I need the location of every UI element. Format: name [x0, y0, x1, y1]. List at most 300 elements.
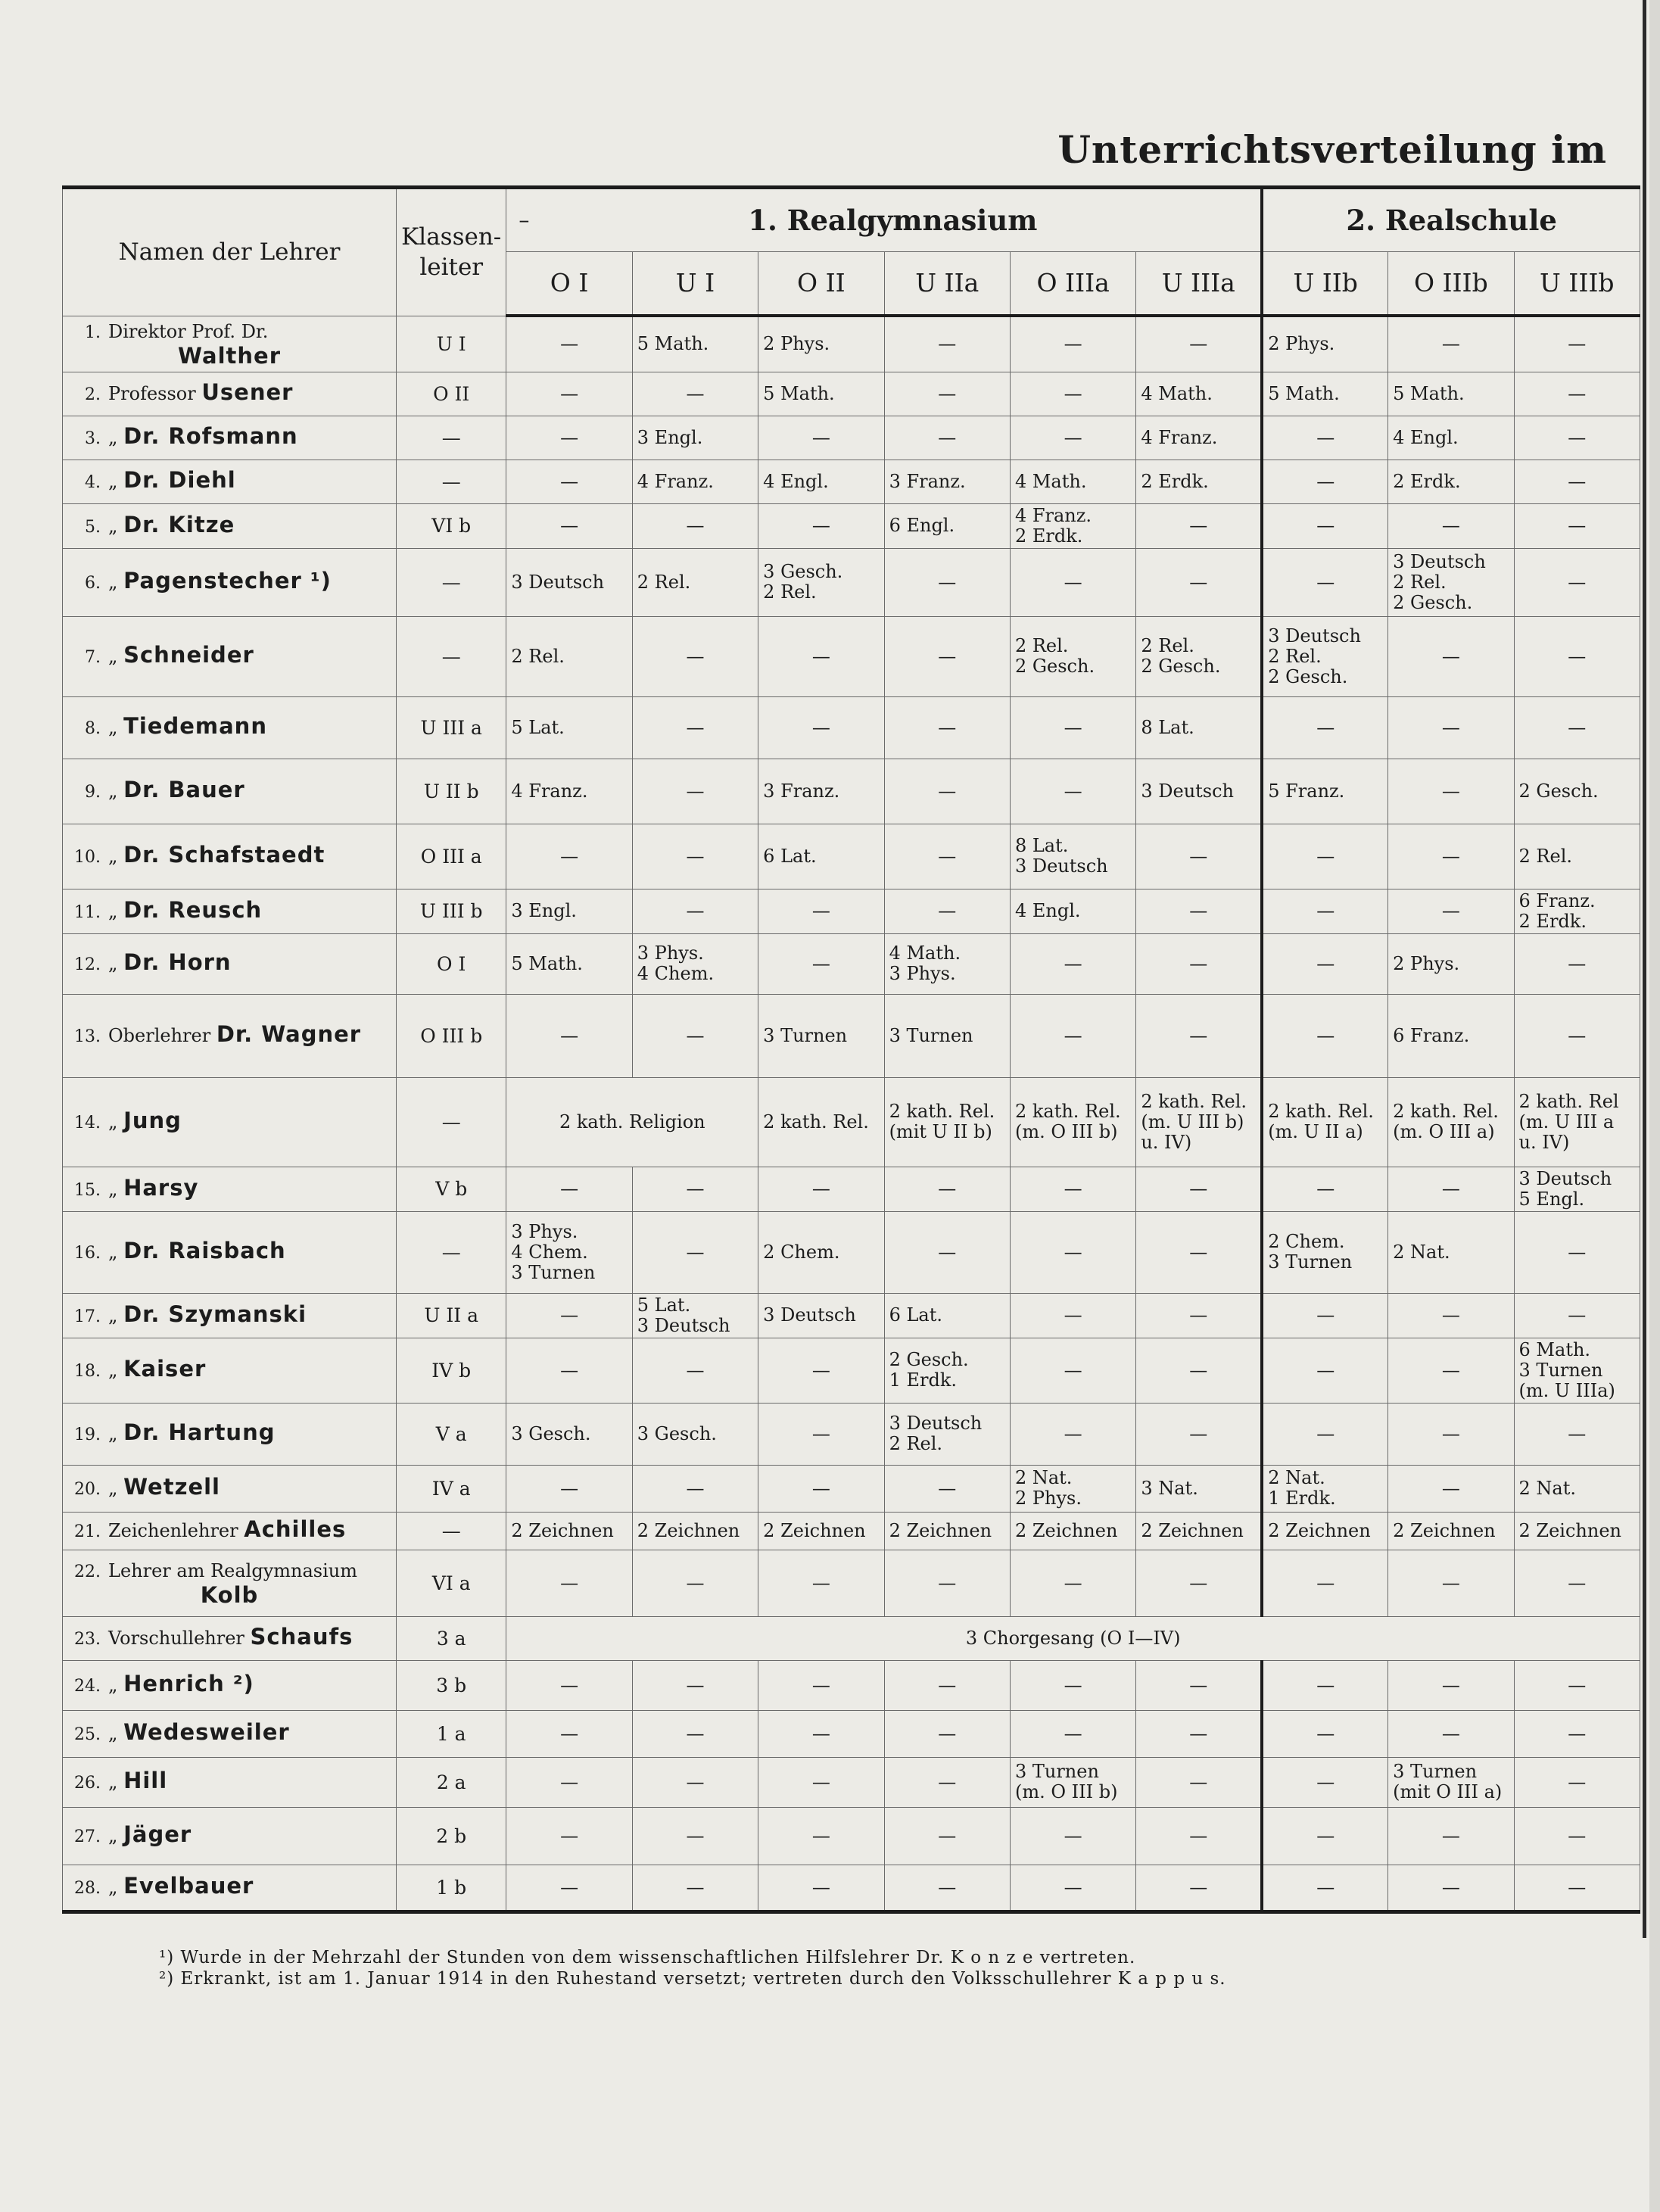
teacher-title: „ — [108, 1242, 118, 1263]
subject-cell: — — [884, 1807, 1010, 1865]
row-number: 9. — [85, 783, 101, 802]
teacher-name: Dr. Schafstaedt — [123, 842, 325, 868]
subject-cell: — — [884, 759, 1010, 824]
row-number: 19. — [74, 1425, 101, 1444]
subject-cell: — — [1136, 994, 1262, 1077]
subject-cell: — — [1262, 1338, 1387, 1403]
class-header: O IIIa — [1010, 252, 1135, 316]
row-number: 1. — [85, 323, 101, 342]
subject-cell: — — [632, 824, 758, 889]
subject-cell: — — [884, 1211, 1010, 1293]
teacher-name: Henrich ²) — [123, 1671, 254, 1696]
teacher-name-cell — [63, 416, 397, 460]
teacher-name-cell — [63, 824, 397, 889]
row-number: 17. — [74, 1307, 101, 1326]
table-row — [63, 759, 1640, 824]
subject-cell: 4 Franz. 2 Erdk. — [1010, 503, 1135, 548]
teacher-title: „ — [108, 1304, 118, 1326]
teacher-name-cell — [63, 1403, 397, 1465]
klassenleiter-cell: — — [397, 1077, 506, 1167]
subject-cell: — — [758, 1403, 884, 1465]
subject-cell: 8 Lat. — [1136, 696, 1262, 759]
header-klassenleiter: Klassen- leiter — [397, 188, 506, 316]
subject-cell: — — [506, 1465, 632, 1512]
subject-cell: — — [506, 460, 632, 503]
subject-cell: 2 Phys. — [1388, 933, 1514, 994]
page-title: Unterrichtsverteilung im — [1057, 127, 1607, 172]
subject-cell: — — [758, 889, 884, 933]
table-row — [63, 824, 1640, 889]
subject-cell: — — [758, 1338, 884, 1403]
subject-cell: 2 Zeichnen — [1514, 1512, 1640, 1550]
subject-cell: 2 Erdk. — [1388, 460, 1514, 503]
subject-cell: — — [1514, 1807, 1640, 1865]
subject-cell: — — [1010, 1338, 1135, 1403]
subject-cell: — — [1514, 933, 1640, 994]
teacher-title: Direktor Prof. Dr. — [108, 321, 269, 342]
row-number: 20. — [74, 1480, 101, 1499]
table-row — [63, 1077, 1640, 1167]
subject-cell: — — [632, 889, 758, 933]
subject-cell: — — [1514, 1550, 1640, 1616]
subject-cell: — — [1388, 824, 1514, 889]
subject-cell: 6 Engl. — [884, 503, 1010, 548]
teacher-name-cell — [63, 1338, 397, 1403]
subject-cell: — — [758, 1660, 884, 1710]
subject-cell: 2 kath. Rel. — [758, 1077, 884, 1167]
teacher-title: „ — [108, 1675, 118, 1696]
subject-cell: — — [1010, 1660, 1135, 1710]
row-number: 8. — [85, 719, 101, 738]
klassenleiter-cell: — — [397, 548, 506, 616]
subject-cell: 2 Chem. — [758, 1211, 884, 1293]
teacher-name: Dr. Wagner — [216, 1021, 362, 1047]
klassenleiter-cell: O I — [397, 933, 506, 994]
subject-cell: 2 kath. Rel. (m. U II a) — [1262, 1077, 1387, 1167]
subject-cell: — — [1262, 1757, 1387, 1807]
subject-cell: — — [632, 1865, 758, 1911]
subject-cell: — — [1262, 503, 1387, 548]
teacher-name-cell — [63, 503, 397, 548]
subject-cell: — — [1136, 1293, 1262, 1338]
subject-cell: — — [632, 1660, 758, 1710]
subject-cell: 2 Phys. — [758, 316, 884, 372]
subject-cell: 3 Engl. — [632, 416, 758, 460]
klassenleiter-cell: 3 a — [397, 1616, 506, 1660]
row-number: 21. — [74, 1522, 101, 1541]
class-header: O I — [506, 252, 632, 316]
teacher-name-cell — [63, 616, 397, 696]
subject-cell: — — [632, 372, 758, 416]
class-header: U IIa — [884, 252, 1010, 316]
subject-cell: 4 Engl. — [1388, 416, 1514, 460]
subject-cell: 5 Math. — [1262, 372, 1387, 416]
subject-cell: — — [1010, 1167, 1135, 1211]
subject-cell: 6 Math. 3 Turnen (m. U IIIa) — [1514, 1338, 1640, 1403]
teacher-name-cell — [63, 994, 397, 1077]
teacher-name: Kolb — [200, 1582, 259, 1608]
teacher-title: „ — [108, 646, 118, 667]
subject-cell: — — [1136, 1211, 1262, 1293]
subject-cell: — — [1388, 759, 1514, 824]
table-row — [63, 889, 1640, 933]
subject-cell: 2 kath. Rel. (mit U II b) — [884, 1077, 1010, 1167]
teacher-name-cell — [63, 316, 397, 372]
row-number: 3. — [85, 429, 101, 448]
subject-cell: 4 Math. 3 Phys. — [884, 933, 1010, 994]
teacher-title: „ — [108, 1360, 118, 1381]
teacher-name-cell — [63, 1512, 397, 1550]
subject-cell: — — [506, 372, 632, 416]
header-group1-dash: – — [519, 207, 530, 232]
row-number: 28. — [74, 1879, 101, 1898]
subject-cell: — — [632, 616, 758, 696]
subject-cell: — — [758, 1550, 884, 1616]
table-row — [63, 460, 1640, 503]
subject-cell: 2 kath. Rel (m. U III a u. IV) — [1514, 1077, 1640, 1167]
subject-cell: 4 Franz. — [1136, 416, 1262, 460]
class-header: U IIIb — [1514, 252, 1640, 316]
teacher-name-cell — [63, 1865, 397, 1911]
subject-cell: 6 Franz. 2 Erdk. — [1514, 889, 1640, 933]
table-row — [63, 1465, 1640, 1512]
subject-cell: — — [884, 1167, 1010, 1211]
table-row — [63, 1338, 1640, 1403]
subject-cell: 8 Lat. 3 Deutsch — [1010, 824, 1135, 889]
subject-cell: — — [506, 503, 632, 548]
teacher-title: „ — [108, 572, 118, 593]
subject-cell: — — [758, 1465, 884, 1512]
row-number: 25. — [74, 1725, 101, 1744]
subject-cell: 2 Zeichnen — [632, 1512, 758, 1550]
subject-cell: — — [1388, 1660, 1514, 1710]
subject-cell: — — [1136, 1757, 1262, 1807]
subject-cell: — — [884, 616, 1010, 696]
klassenleiter-cell: U II a — [397, 1293, 506, 1338]
teacher-title: „ — [108, 1877, 118, 1898]
subject-cell: 2 kath. Religion — [506, 1077, 758, 1167]
subject-cell: — — [1136, 1710, 1262, 1757]
class-header: U IIb — [1262, 252, 1387, 316]
subject-cell: — — [1514, 372, 1640, 416]
klassenleiter-cell: U III a — [397, 696, 506, 759]
subject-cell: — — [1010, 1710, 1135, 1757]
subject-cell: — — [632, 1550, 758, 1616]
teacher-name: Schneider — [123, 642, 254, 668]
subject-cell: — — [1262, 460, 1387, 503]
subject-cell: — — [1514, 1757, 1640, 1807]
subject-cell: 3 Phys. 4 Chem. 3 Turnen — [506, 1211, 632, 1293]
header-realschule: 2. Realschule — [1262, 188, 1640, 252]
subject-cell: 2 Gesch. — [1514, 759, 1640, 824]
subject-cell: 5 Math. — [1388, 372, 1514, 416]
subject-cell: — — [1136, 1167, 1262, 1211]
subject-cell: — — [1010, 759, 1135, 824]
subject-cell: — — [758, 1757, 884, 1807]
teacher-name-cell — [63, 548, 397, 616]
klassenleiter-cell: — — [397, 1512, 506, 1550]
subject-cell: — — [1514, 696, 1640, 759]
subject-cell: — — [1388, 1167, 1514, 1211]
teacher-title: Professor — [108, 383, 196, 404]
header-names: Namen der Lehrer — [63, 188, 397, 316]
row-number: 18. — [74, 1362, 101, 1381]
subject-cell: 2 Nat. 2 Phys. — [1010, 1465, 1135, 1512]
subject-cell: 5 Math. — [758, 372, 884, 416]
subject-cell: — — [1010, 372, 1135, 416]
klassenleiter-cell: U I — [397, 316, 506, 372]
subject-cell: — — [1388, 696, 1514, 759]
subject-cell: — — [758, 1807, 884, 1865]
subject-cell: — — [1514, 1710, 1640, 1757]
teacher-name: Jung — [123, 1108, 182, 1133]
klassenleiter-cell: O III a — [397, 824, 506, 889]
klassenleiter-cell: VI a — [397, 1550, 506, 1616]
table-row — [63, 1293, 1640, 1338]
teacher-name-cell — [63, 1550, 397, 1616]
subject-cell: — — [1262, 824, 1387, 889]
row-number: 24. — [74, 1677, 101, 1696]
row-number: 27. — [74, 1827, 101, 1846]
row-number: 13. — [74, 1027, 101, 1046]
subject-cell: — — [506, 416, 632, 460]
table-row — [63, 1211, 1640, 1293]
subject-cell: — — [1388, 1338, 1514, 1403]
teacher-name: Dr. Kitze — [123, 511, 235, 537]
table-row — [63, 616, 1640, 696]
subject-cell: — — [1010, 1403, 1135, 1465]
klassenleiter-cell: 3 b — [397, 1660, 506, 1710]
subject-cell: — — [1262, 1293, 1387, 1338]
subject-cell: — — [1388, 889, 1514, 933]
teacher-title: „ — [108, 1723, 118, 1744]
subject-cell: 3 Gesch. — [506, 1403, 632, 1465]
subject-cell: — — [1514, 1403, 1640, 1465]
table-row — [63, 1550, 1640, 1616]
subject-cell: 3 Deutsch — [758, 1293, 884, 1338]
teacher-name-cell — [63, 759, 397, 824]
subject-cell: 3 Turnen (m. O III b) — [1010, 1757, 1135, 1807]
subject-cell: — — [1136, 824, 1262, 889]
subject-cell: — — [632, 1167, 758, 1211]
teacher-name: Dr. Raisbach — [123, 1238, 286, 1263]
teacher-title: „ — [108, 427, 118, 448]
subject-cell: — — [1262, 1550, 1387, 1616]
subject-cell: — — [884, 889, 1010, 933]
subject-cell: — — [1388, 503, 1514, 548]
subject-cell: — — [506, 824, 632, 889]
row-number: 23. — [74, 1630, 101, 1649]
subject-cell: — — [506, 1757, 632, 1807]
teacher-name-cell — [63, 372, 397, 416]
subject-cell: — — [506, 1807, 632, 1865]
subject-cell: — — [758, 503, 884, 548]
klassenleiter-cell: 1 b — [397, 1865, 506, 1911]
teacher-name: Kaiser — [123, 1356, 207, 1382]
teacher-name-cell — [63, 1465, 397, 1512]
table-row — [63, 1710, 1640, 1757]
subject-cell: 4 Franz. — [632, 460, 758, 503]
subject-cell: 2 kath. Rel. (m. O III b) — [1010, 1077, 1135, 1167]
subject-cell: 4 Math. — [1136, 372, 1262, 416]
teacher-title: Vorschullehrer — [108, 1628, 244, 1649]
teacher-title: „ — [108, 900, 118, 922]
subject-cell: — — [758, 616, 884, 696]
teacher-title: „ — [108, 953, 118, 974]
table-row — [63, 1865, 1640, 1911]
subject-cell: 2 Zeichnen — [1010, 1512, 1135, 1550]
subject-cell: 3 Engl. — [506, 889, 632, 933]
subject-cell: — — [758, 416, 884, 460]
subject-cell: — — [1514, 1660, 1640, 1710]
subject-cell: — — [632, 994, 758, 1077]
subject-cell: — — [884, 1660, 1010, 1710]
subject-cell: — — [632, 503, 758, 548]
subject-cell: — — [632, 1465, 758, 1512]
subject-cell: — — [1388, 616, 1514, 696]
table-row — [63, 316, 1640, 372]
row-number: 2. — [85, 385, 101, 404]
teacher-name-cell — [63, 1211, 397, 1293]
subject-cell: 2 Chem. 3 Turnen — [1262, 1211, 1387, 1293]
subject-cell: — — [1010, 696, 1135, 759]
subject-cell: — — [506, 1865, 632, 1911]
subject-cell: — — [506, 1710, 632, 1757]
teacher-title: „ — [108, 471, 118, 492]
subject-cell: — — [884, 1865, 1010, 1911]
subject-cell: — — [1010, 1550, 1135, 1616]
subject-cell: 5 Franz. — [1262, 759, 1387, 824]
subject-cell: 6 Franz. — [1388, 994, 1514, 1077]
klassenleiter-cell: 2 b — [397, 1807, 506, 1865]
subject-cell: 3 Gesch. 2 Rel. — [758, 548, 884, 616]
subject-cell: — — [758, 1167, 884, 1211]
teacher-name: Hill — [123, 1768, 168, 1793]
klassenleiter-cell: O II — [397, 372, 506, 416]
subject-cell: — — [1514, 1211, 1640, 1293]
subject-cell: — — [884, 316, 1010, 372]
teacher-name-cell — [63, 1616, 397, 1660]
subject-cell: — — [1136, 503, 1262, 548]
subject-cell: — — [1514, 1293, 1640, 1338]
subject-cell: — — [1514, 548, 1640, 616]
subject-cell: 2 Rel. 2 Gesch. — [1010, 616, 1135, 696]
subject-cell: — — [1514, 616, 1640, 696]
subject-cell: — — [1262, 1865, 1387, 1911]
subject-cell: — — [1262, 548, 1387, 616]
subject-cell: — — [506, 1660, 632, 1710]
teacher-title: „ — [108, 1423, 118, 1444]
subject-cell: — — [1262, 1403, 1387, 1465]
subject-cell: 3 Turnen — [884, 994, 1010, 1077]
teacher-name-cell — [63, 460, 397, 503]
subject-cell: — — [1136, 548, 1262, 616]
subject-cell: 4 Franz. — [506, 759, 632, 824]
subject-cell: 3 Deutsch 2 Rel. 2 Gesch. — [1262, 616, 1387, 696]
teacher-name-cell — [63, 1167, 397, 1211]
subject-cell: — — [1262, 994, 1387, 1077]
teacher-name: Evelbauer — [123, 1873, 254, 1899]
subject-cell: — — [1010, 1807, 1135, 1865]
row-number: 4. — [85, 473, 101, 492]
subject-cell: 2 Zeichnen — [506, 1512, 632, 1550]
teacher-title: „ — [108, 717, 118, 738]
subject-cell: — — [1262, 889, 1387, 933]
subject-cell: — — [1010, 316, 1135, 372]
subject-cell: — — [1514, 460, 1640, 503]
klassenleiter-cell: IV a — [397, 1465, 506, 1512]
table-row — [63, 372, 1640, 416]
subject-cell: — — [758, 1710, 884, 1757]
subject-cell: — — [506, 316, 632, 372]
subject-cell: — — [1010, 1865, 1135, 1911]
subject-cell: 6 Lat. — [758, 824, 884, 889]
subject-cell: — — [632, 759, 758, 824]
teacher-name: Dr. Diehl — [123, 467, 236, 493]
class-header: O IIIb — [1388, 252, 1514, 316]
subject-cell: 5 Lat. 3 Deutsch — [632, 1293, 758, 1338]
teacher-name: Dr. Bauer — [123, 777, 245, 802]
header-group1-label: 1. Realgymnasium — [748, 204, 1038, 237]
subject-cell: 3 Chorgesang (O I—IV) — [506, 1616, 1640, 1660]
subject-cell: — — [1388, 1865, 1514, 1911]
subject-cell: — — [1262, 696, 1387, 759]
subject-cell: — — [1010, 416, 1135, 460]
subject-cell: — — [1262, 1807, 1387, 1865]
subject-cell: — — [1136, 316, 1262, 372]
footnote-2: ²) Erkrankt, ist am 1. Januar 1914 in den Ruhestand versetzt; vertreten durch den Volksschullehrer K a p p u s. — [159, 1969, 1226, 1989]
subject-cell: 3 Gesch. — [632, 1403, 758, 1465]
teacher-name-cell — [63, 1710, 397, 1757]
teacher-name-cell — [63, 889, 397, 933]
footnote-1: ¹) Wurde in der Mehrzahl der Stunden von dem wissenschaftlichen Hilfslehrer Dr. K o n z e vertreten. — [159, 1948, 1136, 1967]
subject-cell: 5 Math. — [632, 316, 758, 372]
teacher-title: „ — [108, 1111, 118, 1132]
row-number: 5. — [85, 517, 101, 537]
subject-cell: — — [506, 1550, 632, 1616]
subject-cell: 3 Deutsch — [1136, 759, 1262, 824]
teacher-title: „ — [108, 1825, 118, 1846]
table-row — [63, 994, 1640, 1077]
subject-cell: 3 Deutsch 2 Rel. 2 Gesch. — [1388, 548, 1514, 616]
subject-cell: — — [1136, 1660, 1262, 1710]
subject-cell: — — [884, 1710, 1010, 1757]
table-row — [63, 1616, 1640, 1660]
subject-cell: — — [1136, 1403, 1262, 1465]
row-number: 6. — [85, 574, 101, 593]
subject-cell: 2 Zeichnen — [1388, 1512, 1514, 1550]
table-row — [63, 503, 1640, 548]
teacher-title: „ — [108, 1771, 118, 1793]
class-header: U I — [632, 252, 758, 316]
table-row — [63, 1167, 1640, 1211]
klassenleiter-cell: — — [397, 416, 506, 460]
subject-cell: — — [884, 1757, 1010, 1807]
subject-cell: 3 Franz. — [884, 460, 1010, 503]
teacher-name-cell — [63, 1660, 397, 1710]
subject-cell: — — [1136, 1550, 1262, 1616]
subject-cell: — — [1388, 1710, 1514, 1757]
subject-cell: — — [1514, 316, 1640, 372]
subject-cell: 2 Rel. — [506, 616, 632, 696]
subject-cell: — — [758, 1865, 884, 1911]
subject-cell: 3 Nat. — [1136, 1465, 1262, 1512]
row-number: 16. — [74, 1244, 101, 1263]
page-edge-line — [1643, 0, 1646, 1938]
teacher-name: Dr. Szymanski — [123, 1301, 307, 1327]
row-number: 7. — [85, 648, 101, 667]
teacher-name: Harsy — [123, 1174, 199, 1201]
